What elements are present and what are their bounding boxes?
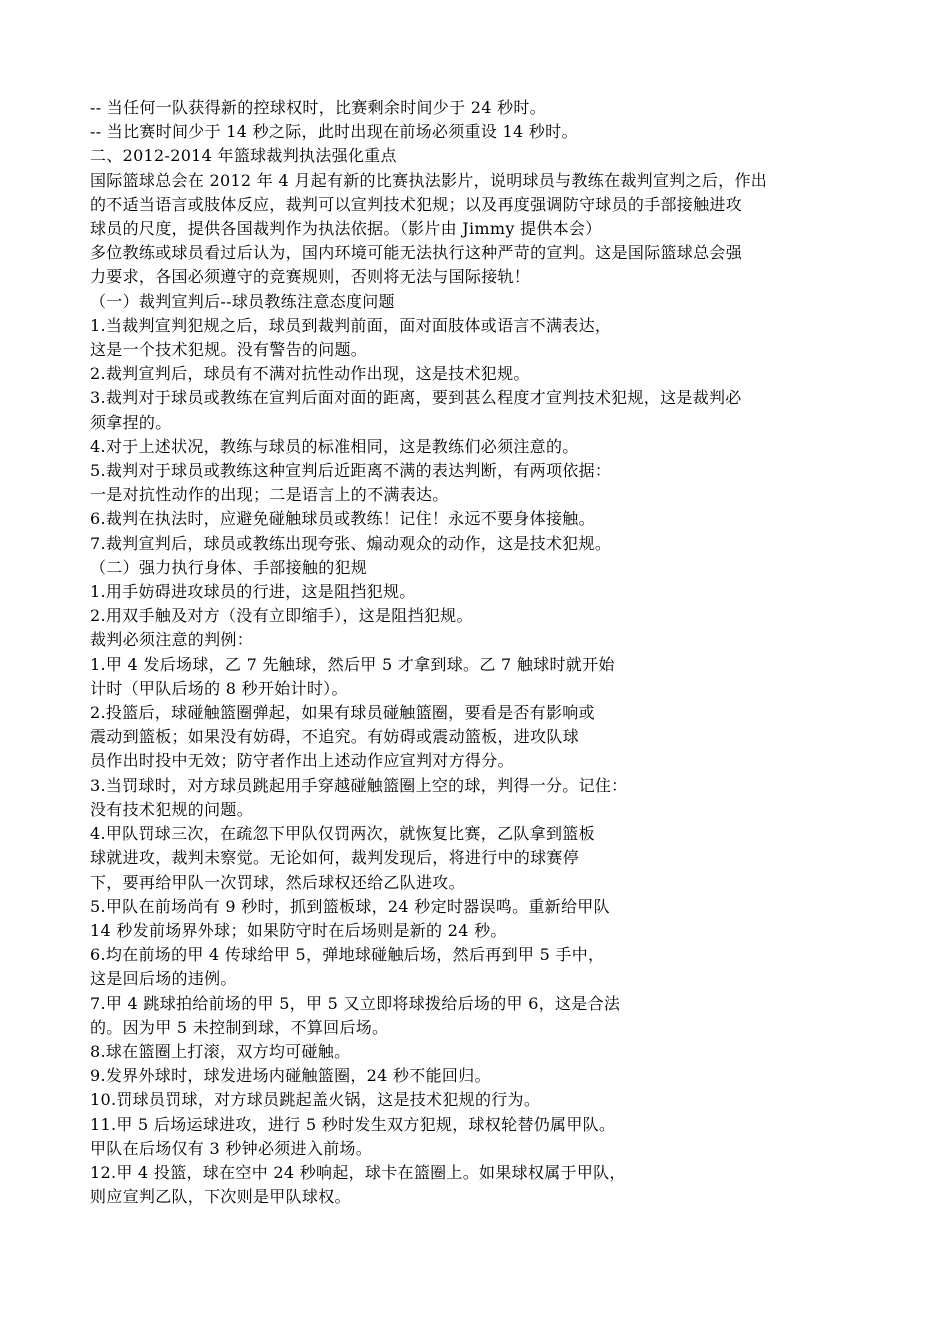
text-line-5: 的不适当语言或肢体反应，裁判可以宣判技术犯规；以及再度强调防守球员的手部接触进攻	[90, 194, 743, 214]
text-line-12: 2.裁判宣判后，球员有不满对抗性动作出现，这是技术犯规。	[90, 364, 530, 384]
text-line-40: 8.球在篮圈上打滚，双方均可碰触。	[90, 1041, 351, 1061]
text-line-31: 4.甲队罚球三次，在疏忽下甲队仅罚两次，就恢复比赛，乙队拿到篮板	[90, 824, 595, 844]
text-line-7: 多位教练或球员看过后认为，国内环境可能无法执行这种严苛的宣判。这是国际篮球总会强	[90, 243, 743, 263]
text-line-33: 下，要再给甲队一次罚球，然后球权还给乙队进攻。	[90, 872, 465, 892]
text-line-8: 力要求，各国必须遵守的竞赛规则，否则将无法与国际接轨！	[90, 267, 531, 287]
text-line-45: 12.甲 4 投篮，球在空中 24 秒响起，球卡在篮圈上。如果球权属于甲队，	[90, 1162, 626, 1182]
text-line-36: 6.均在前场的甲 4 传球给甲 5，弹地球碰触后场，然后再到甲 5 手中，	[90, 945, 605, 965]
subsection-heading-2: （二）强力执行身体、手部接触的犯规	[90, 557, 368, 577]
text-line-30: 没有技术犯规的问题。	[90, 799, 254, 819]
text-line-21: 1.用手妨碍进攻球员的行进，这是阻挡犯规。	[90, 582, 416, 602]
text-line-43: 11.甲 5 后场运球进攻，进行 5 秒时发生双方犯规，球权轮替仍属甲队。	[90, 1114, 616, 1134]
text-line-15: 4.对于上述状况，教练与球员的标准相同，这是教练们必须注意的。	[90, 436, 579, 456]
text-line-1: -- 当任何一队获得新的控球权时，比赛剩余时间少于 24 秒时。	[90, 98, 547, 117]
text-line-11: 这是一个技术犯规。没有警告的问题。	[90, 340, 368, 360]
text-line-18: 6.裁判在执法时，应避免碰触球员或教练！记住！永远不要身体接触。	[90, 509, 595, 529]
text-line-10: 1.当裁判宣判犯规之后，球员到裁判前面，面对面肢体或语言不满表达，	[90, 315, 612, 335]
text-line-14: 须拿捏的。	[90, 412, 172, 432]
text-line-35: 14 秒发前场界外球；如果防守时在后场则是新的 24 秒。	[90, 920, 507, 940]
text-line-22: 2.用双手触及对方（没有立即缩手），这是阻挡犯规。	[90, 606, 473, 626]
text-line-37: 这是回后场的违例。	[90, 969, 237, 989]
text-line-23: 裁判必须注意的判例：	[90, 630, 254, 650]
text-line-24: 1.甲 4 发后场球，乙 7 先触球，然后甲 5 才拿到球。乙 7 触球时就开始	[90, 654, 615, 674]
section-heading-2: 二、2012-2014 年篮球裁判执法强化重点	[90, 146, 397, 166]
text-line-26: 2.投篮后，球碰触篮圈弹起，如果有球员碰触篮圈，要看是否有影响或	[90, 703, 595, 723]
text-line-19: 7.裁判宣判后，球员或教练出现夸张、煽动观众的动作，这是技术犯规。	[90, 533, 612, 553]
text-line-38: 7.甲 4 跳球拍给前场的甲 5，甲 5 又立即将球拨给后场的甲 6，这是合法	[90, 993, 621, 1013]
text-line-42: 10.罚球员罚球，对方球员跳起盖火锅，这是技术犯规的行为。	[90, 1090, 541, 1110]
subsection-heading-1: （一）裁判宣判后--球员教练注意态度问题	[90, 291, 395, 311]
text-line-6: 球员的尺度，提供各国裁判作为执法依据。（影片由 Jimmy 提供本会）	[90, 219, 602, 239]
text-line-29: 3.当罚球时，对方球员跳起用手穿越碰触篮圈上空的球，判得一分。记住：	[90, 775, 628, 795]
text-line-28: 员作出时投中无效；防守者作出上述动作应宣判对方得分。	[90, 751, 514, 771]
text-line-27: 震动到篮板；如果没有妨碍，不追究。有妨碍或震动篮板，进攻队球	[90, 727, 580, 747]
text-line-39: 的。因为甲 5 未控制到球，不算回后场。	[90, 1017, 389, 1037]
text-line-44: 甲队在后场仅有 3 秒钟必须进入前场。	[90, 1138, 373, 1158]
document-page	[90, 96, 870, 1209]
text-line-17: 一是对抗性动作的出现；二是语言上的不满表达。	[90, 485, 449, 505]
text-line-46: 则应宣判乙队，下次则是甲队球权。	[90, 1187, 351, 1207]
text-line-25: 计时（甲队后场的 8 秒开始计时）。	[90, 678, 348, 698]
text-line-34: 5.甲队在前场尚有 9 秒时，抓到篮板球，24 秒定时器误鸣。重新给甲队	[90, 896, 610, 916]
text-line-16: 5.裁判对于球员或教练这种宣判后近距离不满的表达判断，有两项依据：	[90, 461, 612, 481]
text-line-41: 9.发界外球时，球发进场内碰触篮圈，24 秒不能回归。	[90, 1066, 491, 1086]
text-line-2: -- 当比赛时间少于 14 秒之际，此时出现在前场必须重设 14 秒时。	[90, 122, 578, 142]
text-line-4: 国际篮球总会在 2012 年 4 月起有新的比赛执法影片，说明球员与教练在裁判宣判之后，作出	[90, 170, 768, 190]
text-line-32: 球就进攻，裁判未察觉。无论如何，裁判发现后，将进行中的球赛停	[90, 848, 580, 868]
text-line-13: 3.裁判对于球员或教练在宣判后面对面的距离，要到甚么程度才宣判技术犯规，这是裁判必	[90, 388, 742, 408]
